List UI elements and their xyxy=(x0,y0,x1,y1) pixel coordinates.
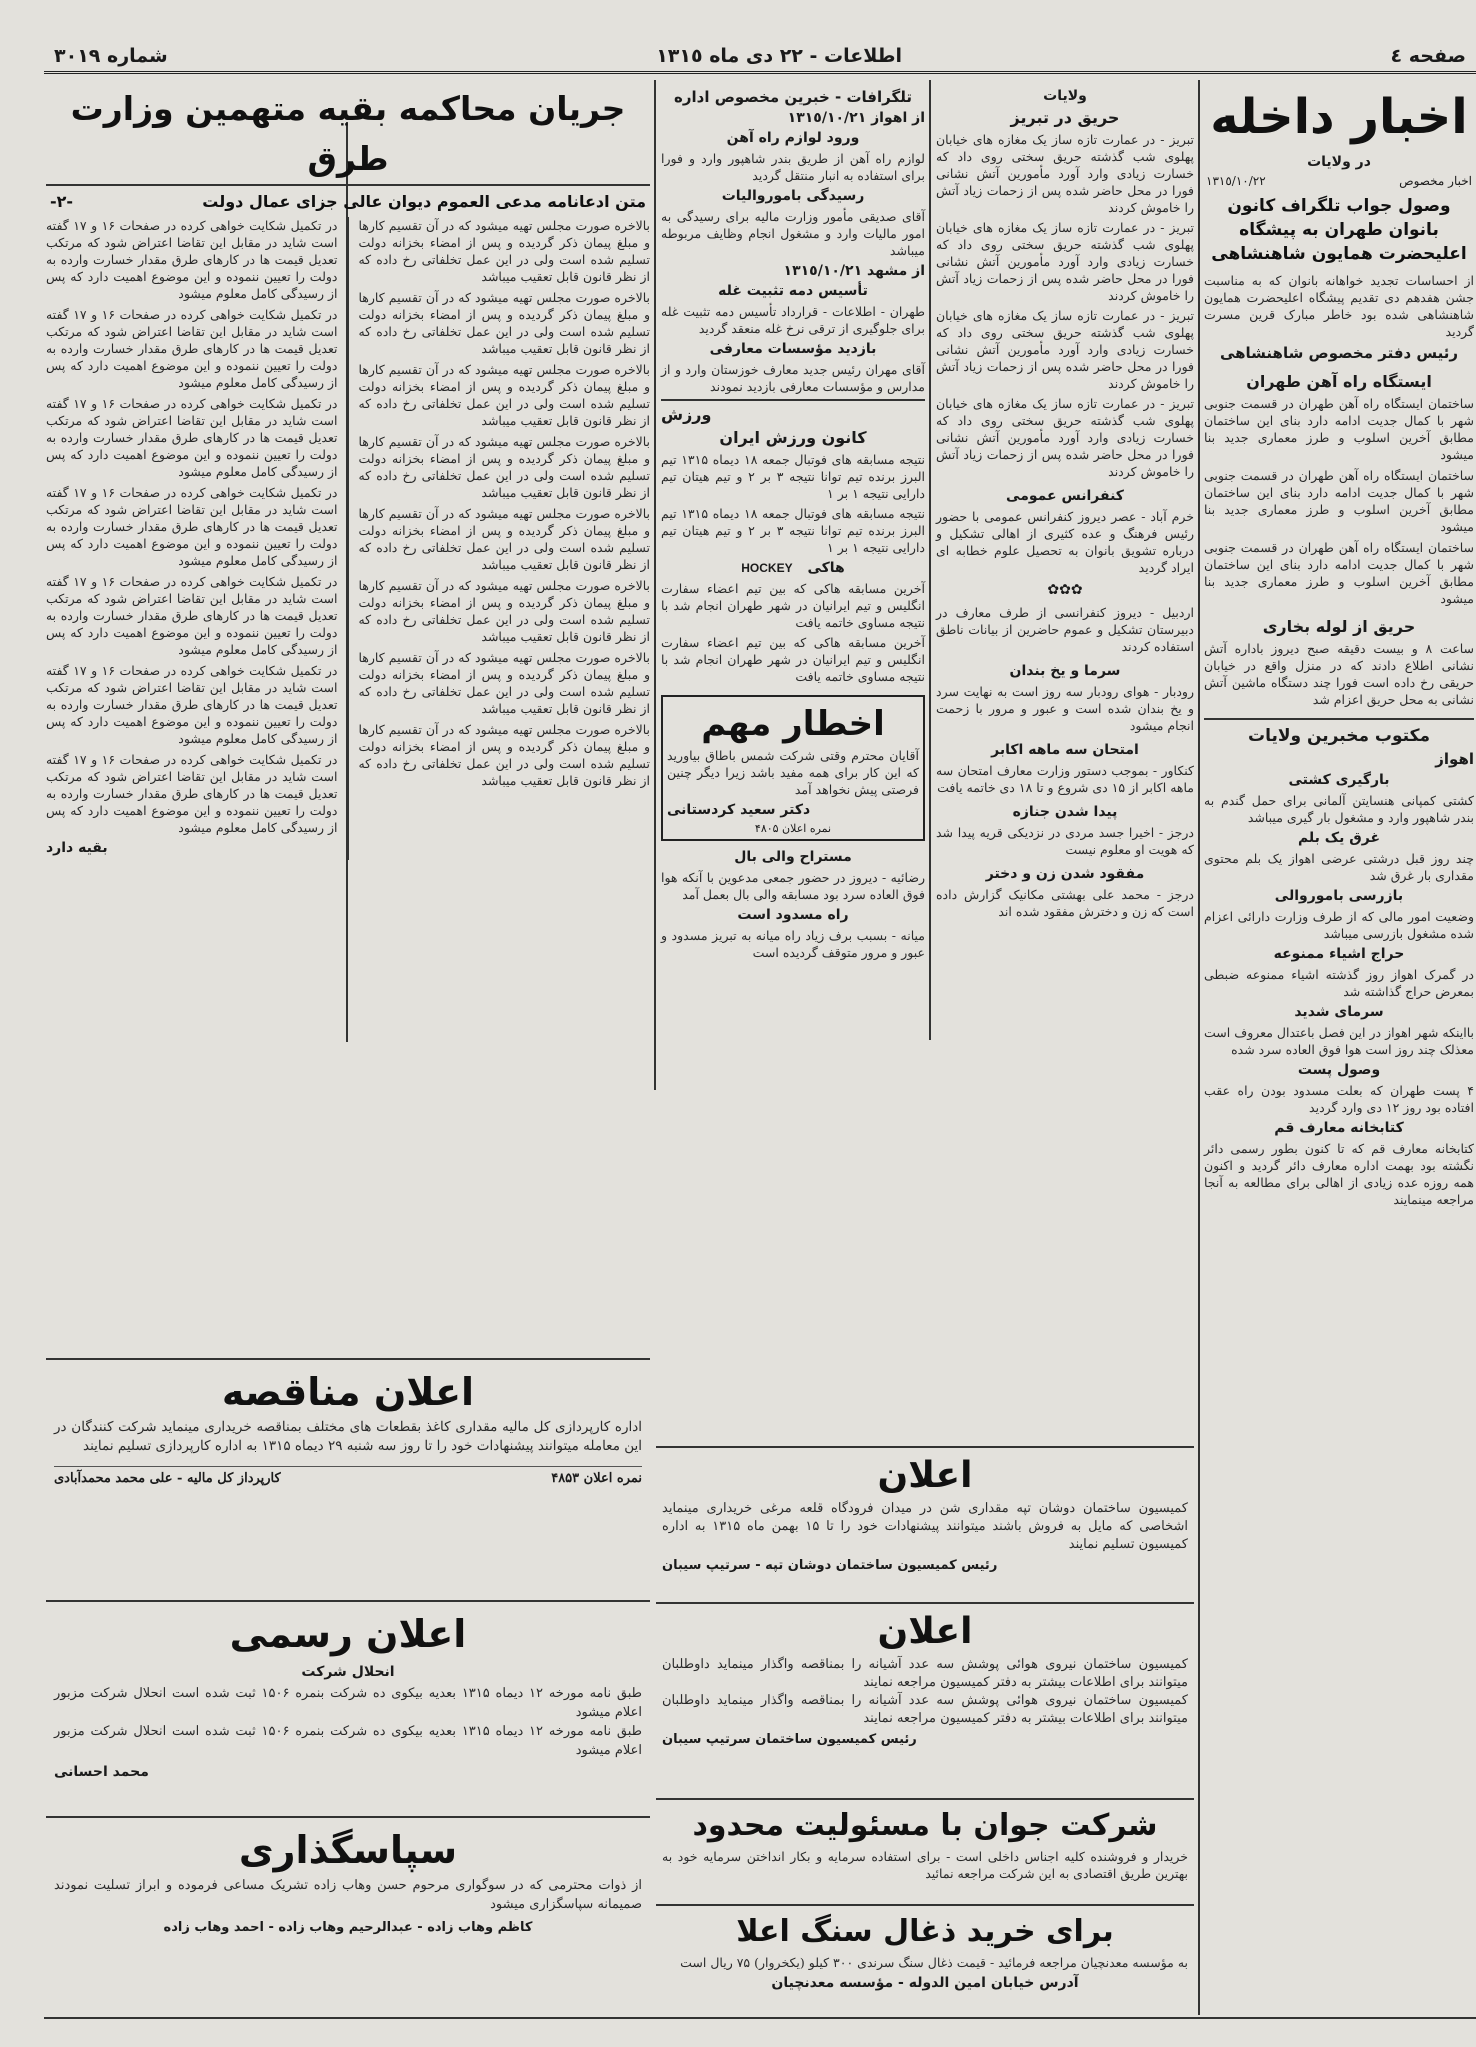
trial-col-left xyxy=(46,217,338,860)
ahvaz3-headline: بازرسی باموروالی xyxy=(1274,888,1404,904)
alert-number: نمره اعلان ۴۸۰۵ xyxy=(754,822,832,835)
official-ad xyxy=(46,1604,650,1814)
station-text-more2: ساختمان ایستگاه راه آهن طهران در قسمت جنوبی شهر با کمال جدیت ادامه دارد بنای این ساختمان مطابق آخرین اسلوب و طرز معماری جدید بنا میشود xyxy=(1204,540,1474,606)
hockey-title: هاکی xyxy=(807,560,845,576)
tax-text: آقای صدیقی مأمور وزارت مالیه برای رسیدگی به امور مالیات وارد و مشغول انجام وظایف مربوطه میباشد xyxy=(661,209,925,258)
trial-part: -٢- xyxy=(50,192,74,211)
trial-inner-rule xyxy=(348,217,349,860)
dateline-row xyxy=(1206,174,1472,188)
hockey-latin: HOCKEY xyxy=(741,561,793,575)
notice-ad-2 xyxy=(656,1606,1194,1796)
page-number: صفحه ٤ xyxy=(1390,44,1466,67)
trial-text-left: در تکمیل شکایت خواهی کرده در صفحات ۱۶ و ۱۷ گفته است شاید در مقابل این تقاضا اعتراض شود که مرتکب تعدیل قیمت ها در کارهای طرق مقدار خسارت وارده به دولت را تعیین ننموده و این موضوع اهمیت دارد که پس از رسیدگی کامل معلوم میشود xyxy=(45,218,338,301)
sport-headline: کانون ورزش ایران xyxy=(719,428,867,447)
lecture-text: اردبیل - دیروز کنفرانسی از طرف معارف در دبیرستان تشکیل و عموم حاضرین از بیانات ناطق استفاده کردند xyxy=(936,605,1194,654)
ahvaz4-headline: حراج اشیاء ممنوعه xyxy=(1273,946,1405,962)
tabriz-fire-text-more2: تبریز - در عمارت تازه ساز یک مغازه های خیابان پهلوی شب گذشته حریق سختی روی داد که خسارت زیادی وارد آورد مأمورین آتش نشانی فورا در محل حاضر شده پس از زحمات زیاد آتش را خاموش کردند xyxy=(936,308,1194,391)
right-column xyxy=(1204,84,1474,2019)
volleyball-headline: مستراح والی بال xyxy=(734,849,852,865)
conference-text: خرم آباد - عصر دیروز کنفرانس عمومی با حضور رئیس فرهنگ و عده کثیری از اهالی تشکیل و درباره تشویق بانوان به تحصیل علوم خطابه ای ایراد گردید xyxy=(936,509,1194,575)
newspaper-page xyxy=(44,40,1476,2025)
official-text-more: طبق نامه مورخه ۱۲ دیماه ۱۳۱۵ بعدیه بیکوی ده شرکت بنمره ۱۵۰۶ ثبت شده است انحلال شرکت مزبور اعلام میشود xyxy=(54,1724,642,1758)
tender-text: اداره کارپردازی کل مالیه مقداری کاغذ بقطعات های مختلف بمناقصه خریداری مینماید شرکت کنندگان در این معامله میتوانند پیشنهادات خود را تا روز سه شنبه ۲۹ دیماه ۱۳۱۵ به اداره کارپردازی تسلیم نمایند xyxy=(54,1419,642,1454)
tender-title: اعلان مناقصه xyxy=(221,1370,475,1414)
trial-text-right: بالاخره صورت مجلس تهیه میشود که در آن تقسیم کارها و مبلغ پیمان ذکر گردیده و پس از امضاء بخزانه دولت تسلیم شده است ولی در این عمل تخلفاتی رخ داده که از نظر قانون قابل تعقیب میباشد xyxy=(358,218,650,284)
column-rule xyxy=(654,80,656,1090)
trial-text-right-7: بالاخره صورت مجلس تهیه میشود که در آن تقسیم کارها و مبلغ پیمان ذکر گردیده و پس از امضاء بخزانه دولت تسلیم شده است ولی در این عمل تخلفاتی رخ داده که از نظر قانون قابل تعقیب میباشد xyxy=(358,650,650,716)
trial-text-left-2: در تکمیل شکایت خواهی کرده در صفحات ۱۶ و ۱۷ گفته است شاید در مقابل این تقاضا اعتراض شود که مرتکب تعدیل قیمت ها در کارهای طرق مقدار خسارت وارده به دولت را تعیین ننموده و این موضوع اهمیت دارد که پس از رسیدگی کامل معلوم میشود xyxy=(45,307,338,390)
tabriz-fire-text-more: تبریز - در عمارت تازه ساز یک مغازه های خیابان پهلوی شب گذشته حریق سختی روی داد که خسارت زیادی وارد آورد مأمورین آتش نشانی فورا در محل حاضر شده پس از زحمات زیاد آتش را خاموش کردند xyxy=(936,220,1194,303)
official-signature: محمد احسانی xyxy=(54,1764,149,1780)
ahvaz4-text: در گمرک اهواز روز گذشته اشیاء ممنوعه ضبطی بمعرض حراج گذاشته شد xyxy=(1204,967,1474,999)
ahvaz-label: اهواز xyxy=(1435,750,1474,768)
lead-signature: رئیس دفتر مخصوص شاهنشاهی xyxy=(1219,344,1459,362)
tender-footer xyxy=(54,1466,642,1486)
column-rule xyxy=(1198,80,1200,2015)
tender-signature: کارپرداز کل مالیه - علی محمد محمدآبادی xyxy=(54,1471,281,1486)
trial-text-right-3: بالاخره صورت مجلس تهیه میشود که در آن تقسیم کارها و مبلغ پیمان ذکر گردیده و پس از امضاء بخزانه دولت تسلیم شده است ولی در این عمل تخلفاتی رخ داده که از نظر قانون قابل تعقیب میباشد xyxy=(358,362,650,428)
reports-headline: مکتوب مخبرین ولایات xyxy=(1248,726,1430,746)
ahvaz-dateline: از اهواز ١٣١٥/١٠/٢١ xyxy=(787,110,925,126)
tender-ad xyxy=(46,1362,650,1594)
hockey-text: آخرین مسابقه هاکی که بین تیم اعضاء سفارت انگلیس و تیم ایرانیان در شهر طهران انجام شد با نتیجه مساوی خاتمه یافت xyxy=(661,581,925,630)
alert-title: اخطار مهم xyxy=(701,704,885,744)
ahvaz2-text: چند روز قبل درشتی عرضی اهواز یک بلم محتوی مقداری بار غرق شد xyxy=(1204,851,1474,883)
notice1-text: کمیسیون ساختمان دوشان تپه مقداری شن در میدان فرودگاه قلعه مرغی خریداری مینماید اشخاصی که مایل به فروش باشند میتوانند پیشنهادات خود را تا ۱۵ بهمن ماه ۱۳۱۵ به اداره کمیسیون تسلیم نمایند xyxy=(662,1501,1188,1552)
ornament: ✿✿✿ xyxy=(1047,582,1083,598)
station-headline: ایستگاه راه آهن طهران xyxy=(1246,372,1432,391)
thanks-signature: کاظم وهاب زاده - عبدالرحیم وهاب زاده - احمد وهاب زاده xyxy=(163,1920,533,1935)
trial-continued: بقیه دارد xyxy=(45,840,108,856)
company-title: شرکت جوان با مسئولیت محدود xyxy=(692,1808,1158,1843)
column-rule xyxy=(929,80,931,1040)
ahvaz2-headline: غرق یک بلم xyxy=(1297,830,1381,846)
sport-text-more: نتیجه مسابقه های فوتبال جمعه ۱۸ دیماه ۱۳۱۵ تیم البرز برنده تیم توانا نتیجه ۳ بر ۲ و تیم هیتان تیم دارایی نتیجه ۱ بر ۱ xyxy=(661,506,926,555)
cold-text: رودبار - هوای رودبار سه روز است به نهایت سرد و یخ بندان شده است و عبور و مرور با زحمت انجام میشود xyxy=(936,684,1194,733)
volleyball-text: رضائیه - دیروز در حضور جمعی مدعوین با آنکه هوا فوق العاده سرد بود مسابقه والی بال بعمل آمد xyxy=(661,870,925,902)
bottom-rule xyxy=(44,2017,1476,2019)
company-ad xyxy=(656,1802,1194,1902)
divider xyxy=(656,1602,1194,1604)
company-text: خریدار و فروشنده کلیه اجناس داخلی است - برای استفاده سرمایه و بکار انداختن سرمایه خود به بهترین طریق اقتصادی به این شرکت مراجعه نمائید xyxy=(662,1849,1188,1881)
post-text: ۴ پست طهران که بعلت مسدود بودن راه عقب افتاده بود روز ۱۲ دی وارد گردید xyxy=(1204,1083,1474,1115)
trial-text-left-7: در تکمیل شکایت خواهی کرده در صفحات ۱۶ و ۱۷ گفته است شاید در مقابل این تقاضا اعتراض شود که مرتکب تعدیل قیمت ها در کارهای طرق مقدار خسارت وارده به دولت را تعیین ننموده و این موضوع اهمیت دارد که پس از رسیدگی کامل معلوم میشود xyxy=(45,752,338,835)
station-text-more: ساختمان ایستگاه راه آهن طهران در قسمت جنوبی شهر با کمال جدیت ادامه دارد بنای این ساختمان مطابق آخرین اسلوب و طرز معماری جدید بنا میشود xyxy=(1204,468,1474,534)
alert-text: آقایان محترم وقتی شرکت شمس باطاق بیاورید که این کار برای همه مفید باشد زیرا دیگر چنین فرصتی پیش نخواهد آمد xyxy=(667,748,919,797)
library-headline: کتابخانه معارف قم xyxy=(1274,1120,1404,1136)
trial-headline: جریان محاکمه بقیه متهمین وزارت طرق xyxy=(46,84,650,186)
tender-number: نمره اعلان ۴۸۵۳ xyxy=(551,1471,642,1486)
alert-signature: دکتر سعید کردستانی xyxy=(667,802,811,818)
mashhad-dateline: از مشهد ١٣١٥/١٠/٢١ xyxy=(783,263,925,279)
tabriz-fire-text: تبریز - در عمارت تازه ساز یک مغازه های خیابان پهلوی شب گذشته حریق سختی روی داد که خسارت زیادی وارد آورد مأمورین آتش نشانی فورا در محل حاضر شده پس از زحمات زیاد آتش را خاموش کردند xyxy=(936,132,1194,215)
date-line: اطلاعات - ٢٢ دی ماه ١٣١٥ xyxy=(656,44,903,67)
coal-text: به مؤسسه معدنچیان مراجعه فرمائید - قیمت ذغال سنگ سرندی ۳۰۰ کیلو (یکخروار) ۷۵ ریال است xyxy=(680,1955,1188,1970)
col2-section: ولایات xyxy=(1043,88,1087,104)
trial-subhead: متن ادعانامه مدعی العموم دیوان عالی جزای عمال دولت xyxy=(202,192,646,211)
trial-col-right xyxy=(358,217,650,860)
rail-headline: ورود لوازم راه آهن xyxy=(726,130,860,146)
ahvaz3-text: وضعیت امور مالی که از طرف وزارت دارائی اعزام شده مشغول بازرسی میباشد xyxy=(1204,909,1474,941)
cold-headline: سرما و یخ بندان xyxy=(1009,663,1121,679)
notice-ad-1 xyxy=(656,1450,1194,1600)
notice2-signature: رئیس کمیسیون ساختمان سرتیپ سیبان xyxy=(662,1732,917,1747)
library-text: کتابخانه معارف قم که تا کنون بطور رسمی دائر نگشته بود بهمت اداره معارف دائر گردید و اکنون همه روزه عده زیادی از اهالی برای مطالعه به آنجا مراجعه مینمایند xyxy=(1204,1141,1474,1207)
trial-text-right-2: بالاخره صورت مجلس تهیه میشود که در آن تقسیم کارها و مبلغ پیمان ذکر گردیده و پس از امضاء بخزانه دولت تسلیم شده است ولی در این عمل تخلفاتی رخ داده که از نظر قانون قابل تعقیب میباشد xyxy=(358,290,650,356)
road-text: میانه - بسبب برف زیاد راه میانه به تبریز مسدود و عبور و مرور متوقف گردیده است xyxy=(661,928,925,960)
alert-box xyxy=(661,695,925,841)
trial-text-left-4: در تکمیل شکایت خواهی کرده در صفحات ۱۶ و ۱۷ گفته است شاید در مقابل این تقاضا اعتراض شود که مرتکب تعدیل قیمت ها در کارهای طرق مقدار خسارت وارده به دولت را تعیین ننموده و این موضوع اهمیت دارد که پس از رسیدگی کامل معلوم میشود xyxy=(45,485,338,568)
road-headline: راه مسدود است xyxy=(737,907,849,923)
post-headline: وصول پست xyxy=(1297,1062,1381,1078)
hockey-headline xyxy=(661,560,925,576)
tabriz-fire-text-more3: تبریز - در عمارت تازه ساز یک مغازه های خیابان پهلوی شب گذشته حریق سختی روی داد که خسارت زیادی وارد آورد مأمورین آتش نشانی فورا در محل حاضر شده پس از زحمات زیاد آتش را خاموش کردند xyxy=(936,396,1194,479)
station-text: ساختمان ایستگاه راه آهن طهران در قسمت جنوبی شهر با کمال جدیت ادامه دارد بنای این ساختمان مطابق آخرین اسلوب و طرز معماری جدید بنا میشود xyxy=(1204,396,1474,462)
trial-columns xyxy=(46,217,650,860)
coal-title: برای خرید ذغال سنگ اعلا xyxy=(736,1914,1114,1949)
notice1-signature: رئیس کمیسیون ساختمان دوشان تپه - سرتیپ سیبان xyxy=(662,1558,998,1573)
tag-label: اخبار مخصوص xyxy=(1399,174,1472,188)
visit-text: آقای مهران رئیس جدید معارف خوزستان وارد و از مدارس و مؤسسات معارفی بازدید نمودند xyxy=(661,362,925,394)
issue-number: شماره ٣٠١٩ xyxy=(54,44,168,67)
thanks-ad xyxy=(46,1820,650,2015)
body-found-text: درجز - اخیرا جسد مردی در نزدیکی قریه پیدا شد که هویت او معلوم نیست xyxy=(936,825,1194,857)
section-title: اخبار داخله xyxy=(1210,89,1468,145)
sport-text: نتیجه مسابقه های فوتبال جمعه ۱۸ دیماه ۱۳۱۵ تیم البرز برنده تیم توانا نتیجه ۳ بر ۲ و تیم هیتان تیم دارایی نتیجه ۱ بر ۱ xyxy=(661,452,926,501)
masthead xyxy=(44,40,1476,74)
coal-ad xyxy=(656,1908,1194,2016)
divider xyxy=(656,1904,1194,1906)
column-two xyxy=(936,84,1194,1039)
ahvaz1-headline: بارگیری کشتی xyxy=(1288,772,1390,788)
fire-text: ساعت ۸ و بیست دقیقه صبح دیروز باداره آتش نشانی اطلاع دادند که در منزل واقع در خیابان حریقی رخ داده است فورا چند دستگاه ماشین آتش نشانی به محل حریق اعزام شد xyxy=(1204,641,1474,707)
notice2-title: اعلان xyxy=(877,1611,973,1652)
telegram-section: تلگرافات - خبرین مخصوص اداره xyxy=(674,88,912,106)
trial-feature xyxy=(46,84,650,1084)
notice2-text: کمیسیون ساختمان نیروی هوائی پوشش سه عدد آشیانه را بمناقصه واگذار مینماید داوطلبان میتوانند برای اطلاعات بیشتر به دفتر کمیسیون مراجعه نمایند xyxy=(662,1657,1188,1690)
rail-text: لوازم راه آهن از طریق بندر شاهپور وارد و فورا برای استفاده به انبار منتقل گردید xyxy=(661,151,925,183)
trial-text-right-6: بالاخره صورت مجلس تهیه میشود که در آن تقسیم کارها و مبلغ پیمان ذکر گردیده و پس از امضاء بخزانه دولت تسلیم شده است ولی در این عمل تخلفاتی رخ داده که از نظر قانون قابل تعقیب میباشد xyxy=(358,578,650,644)
divider xyxy=(46,1816,650,1818)
sport-section: ورزش xyxy=(661,399,925,424)
exam-headline: امتحان سه ماهه اکابر xyxy=(991,742,1139,758)
official-title: اعلان رسمی xyxy=(229,1612,467,1656)
tabriz-fire-headline: حریق در تبریز xyxy=(1010,108,1120,127)
divider xyxy=(656,1446,1194,1448)
divider xyxy=(46,1600,650,1602)
dateline: ١٣١٥/١٠/٢٢ xyxy=(1206,174,1266,188)
trial-text-left-5: در تکمیل شکایت خواهی کرده در صفحات ۱۶ و ۱۷ گفته است شاید در مقابل این تقاضا اعتراض شود که مرتکب تعدیل قیمت ها در کارهای طرق مقدار خسارت وارده به دولت را تعیین ننموده و این موضوع اهمیت دارد که پس از رسیدگی کامل معلوم میشود xyxy=(45,574,338,657)
thanks-text: از ذوات محترمی که در سوگواری مرحوم حسن وهاب زاده تشریک مساعی فرموده و ابراز تسلیت نمودند صمیمانه سپاسگزاری میشود xyxy=(54,1878,642,1912)
trial-text-left-3: در تکمیل شکایت خواهی کرده در صفحات ۱۶ و ۱۷ گفته است شاید در مقابل این تقاضا اعتراض شود که مرتکب تعدیل قیمت ها در کارهای طرق مقدار خسارت وارده به دولت را تعیین ننموده و این موضوع اهمیت دارد که پس از رسیدگی کامل معلوم میشود xyxy=(45,396,338,479)
trial-subhead-row xyxy=(50,192,646,211)
divider xyxy=(1204,718,1474,720)
divider xyxy=(46,1358,650,1360)
official-subtitle: انحلال شرکت xyxy=(301,1664,395,1680)
missing-text: درجز - محمد علی بهشتی مکانیک گزارش داده است که زن و دخترش مفقود شده اند xyxy=(936,887,1194,919)
hockey-text-more: آخرین مسابقه هاکی که بین تیم اعضاء سفارت انگلیس و تیم ایرانیان در شهر طهران انجام شد با نتیجه مساوی خاتمه یافت xyxy=(661,635,925,684)
found-text: طهران - اطلاعات - قرارداد تأسیس دمه تثبیت غله برای جلوگیری از ترقی نرخ غله منعقد گردید xyxy=(661,304,925,336)
fire-headline: حریق از لوله بخاری xyxy=(1262,617,1416,636)
thanks-title: سپاسگذاری xyxy=(238,1828,458,1872)
body-found-headline: پیدا شدن جنازه xyxy=(1012,804,1118,820)
trial-text-left-6: در تکمیل شکایت خواهی کرده در صفحات ۱۶ و ۱۷ گفته است شاید در مقابل این تقاضا اعتراض شود که مرتکب تعدیل قیمت ها در کارهای طرق مقدار خسارت وارده به دولت را تعیین ننموده و این موضوع اهمیت دارد که پس از رسیدگی کامل معلوم میشود xyxy=(45,663,338,746)
conference-headline: کنفرانس عمومی xyxy=(1006,488,1124,504)
official-text: طبق نامه مورخه ۱۲ دیماه ۱۳۱۵ بعدیه بیکوی ده شرکت بنمره ۱۵۰۶ ثبت شده است انحلال شرکت مزبور اعلام میشود xyxy=(54,1686,642,1720)
notice1-title: اعلان xyxy=(877,1455,973,1496)
lead-headline: وصول جواب تلگراف کانون بانوان طهران به پیشگاه اعلیحضرت همایون شاهنشاهی xyxy=(1211,196,1467,264)
exam-text: کنکاور - بموجب دستور وزارت معارف امتحان سه ماهه اکابر از ۱۵ دی شروع و تا ۱۸ دی خاتمه یافت xyxy=(936,763,1194,795)
divider xyxy=(656,1798,1194,1800)
missing-headline: مفقود شدن زن و دختر xyxy=(985,866,1145,882)
notice2-text-more: کمیسیون ساختمان نیروی هوائی پوشش سه عدد آشیانه را بمناقصه واگذار مینماید داوطلبان میتوانند برای اطلاعات بیشتر به دفتر کمیسیون مراجعه نمایند xyxy=(662,1693,1188,1726)
found-headline: تأسیس دمه تثبیت غله xyxy=(718,283,868,299)
ahvaz5-text: بااینکه شهر اهواز در این فصل باعتدال معروف است معذلک چند روز است هوا فوق العاده سرد شده xyxy=(1204,1025,1474,1057)
ahvaz1-text: کشتی کمپانی هنسایتن آلمانی برای حمل گندم به بندر شاهپور وارد و مشغول بار گیری میباشد xyxy=(1204,793,1474,825)
column-three xyxy=(661,84,925,1084)
section-label: در ولایات xyxy=(1307,154,1371,170)
ahvaz5-headline: سرمای شدید xyxy=(1294,1004,1384,1020)
trial-text-right-4: بالاخره صورت مجلس تهیه میشود که در آن تقسیم کارها و مبلغ پیمان ذکر گردیده و پس از امضاء بخزانه دولت تسلیم شده است ولی در این عمل تخلفاتی رخ داده که از نظر قانون قابل تعقیب میباشد xyxy=(358,434,650,500)
coal-signature: آدرس خیابان امین الدوله - مؤسسه معدنچیان xyxy=(771,1975,1079,1991)
tax-headline: رسیدگی باموروالیات xyxy=(721,188,865,204)
trial-text-right-5: بالاخره صورت مجلس تهیه میشود که در آن تقسیم کارها و مبلغ پیمان ذکر گردیده و پس از امضاء بخزانه دولت تسلیم شده است ولی در این عمل تخلفاتی رخ داده که از نظر قانون قابل تعقیب میباشد xyxy=(358,506,650,572)
trial-text-right-8: بالاخره صورت مجلس تهیه میشود که در آن تقسیم کارها و مبلغ پیمان ذکر گردیده و پس از امضاء بخزانه دولت تسلیم شده است ولی در این عمل تخلفاتی رخ داده که از نظر قانون قابل تعقیب میباشد xyxy=(358,722,650,788)
lead-text: از احساسات تجدید خواهانه بانوان که به مناسبت جشن هفدهم دی تقدیم پیشگاه اعلیحضرت همایون شاهنشاهی شده بود خاطر مبارک قرین مسرت گردید xyxy=(1204,273,1474,339)
visit-headline: بازدید مؤسسات معارفی xyxy=(709,341,877,357)
